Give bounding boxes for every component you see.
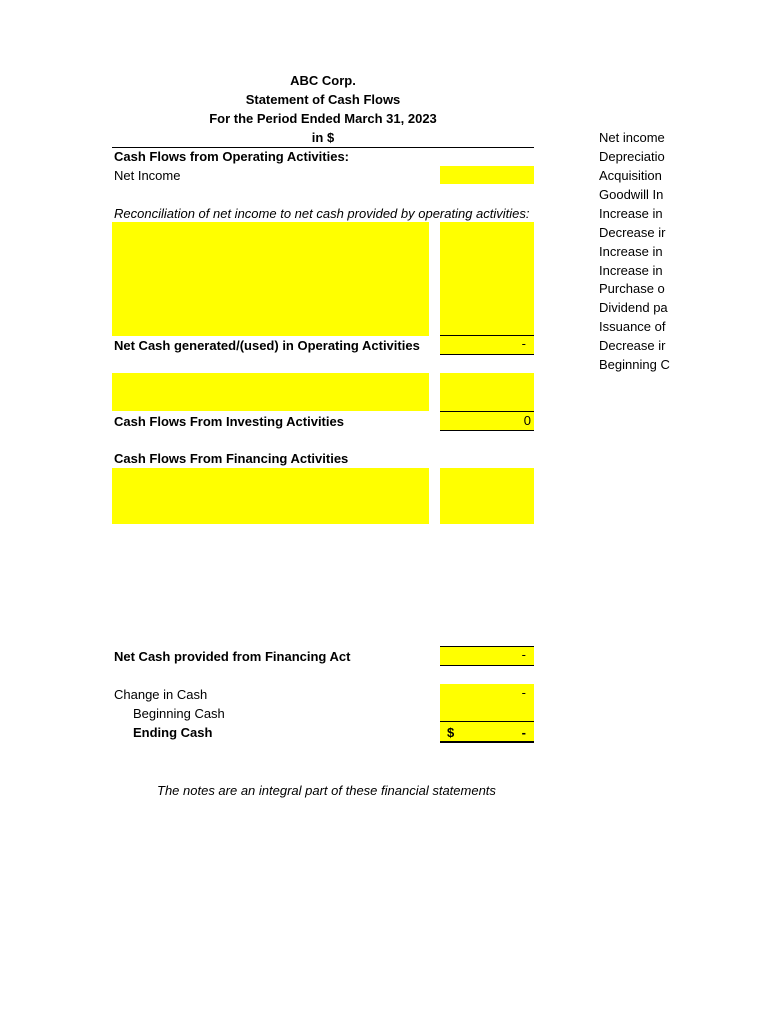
reconciliation-amounts-area[interactable] [440, 222, 534, 336]
ending-cash-double-underline [440, 741, 534, 743]
side-list-item: Issuance of [599, 319, 666, 334]
investing-heading: Cash Flows From Investing Activities [114, 414, 344, 429]
operating-net-cash-label: Net Cash generated/(used) in Operating Activities [114, 338, 420, 353]
side-list-item: Increase in [599, 244, 663, 259]
footnote: The notes are an integral part of these financial statements [157, 783, 496, 798]
change-in-cash-label: Change in Cash [114, 687, 208, 702]
side-list-item: Increase in [599, 206, 663, 221]
financing-total-bottomline [440, 665, 534, 666]
change-in-cash-value: - [521, 685, 526, 700]
financing-items-area[interactable] [112, 468, 429, 524]
investing-total-value: 0 [523, 413, 531, 428]
company-name: ABC Corp. [290, 73, 356, 88]
side-list-item: Decrease ir [599, 338, 666, 353]
net-income-label: Net Income [114, 168, 181, 183]
side-list-item: Goodwill In [599, 187, 664, 202]
side-list-item: Net income [599, 130, 665, 145]
side-list-item: Depreciatio [599, 149, 665, 164]
financing-net-cash-value: - [521, 647, 526, 662]
operating-total-bottomline [440, 354, 534, 355]
statement-title: Statement of Cash Flows [245, 92, 401, 107]
investing-total-bottomline [440, 430, 534, 431]
reconciliation-label: Reconciliation of net income to net cash provided by operating activities: [114, 206, 530, 221]
currency-unit: in $ [311, 130, 335, 145]
financing-net-cash-label: Net Cash provided from Financing Act [114, 649, 351, 664]
header-underline [112, 147, 534, 148]
investing-items-area[interactable] [112, 373, 429, 411]
side-list-item: Acquisition [599, 168, 662, 183]
ending-cash-currency: $ [447, 725, 455, 740]
investing-amounts-area[interactable] [440, 373, 534, 411]
beginning-cash-label: Beginning Cash [133, 706, 225, 721]
operating-net-cash-value: - [521, 336, 526, 351]
side-list-item: Purchase o [599, 281, 665, 296]
net-income-input[interactable] [440, 166, 534, 184]
financing-amounts-area[interactable] [440, 468, 534, 524]
financing-heading: Cash Flows From Financing Activities [114, 451, 349, 466]
reconciliation-items-area[interactable] [112, 222, 429, 336]
ending-cash-value: - [521, 725, 526, 740]
side-list-item: Beginning C [599, 357, 670, 372]
side-list-item: Decrease ir [599, 225, 666, 240]
operating-heading: Cash Flows from Operating Activities: [114, 149, 350, 164]
ending-cash-label: Ending Cash [133, 725, 213, 740]
side-list-item: Dividend pa [599, 300, 668, 315]
side-list-item: Increase in [599, 263, 663, 278]
statement-period: For the Period Ended March 31, 2023 [209, 111, 437, 126]
